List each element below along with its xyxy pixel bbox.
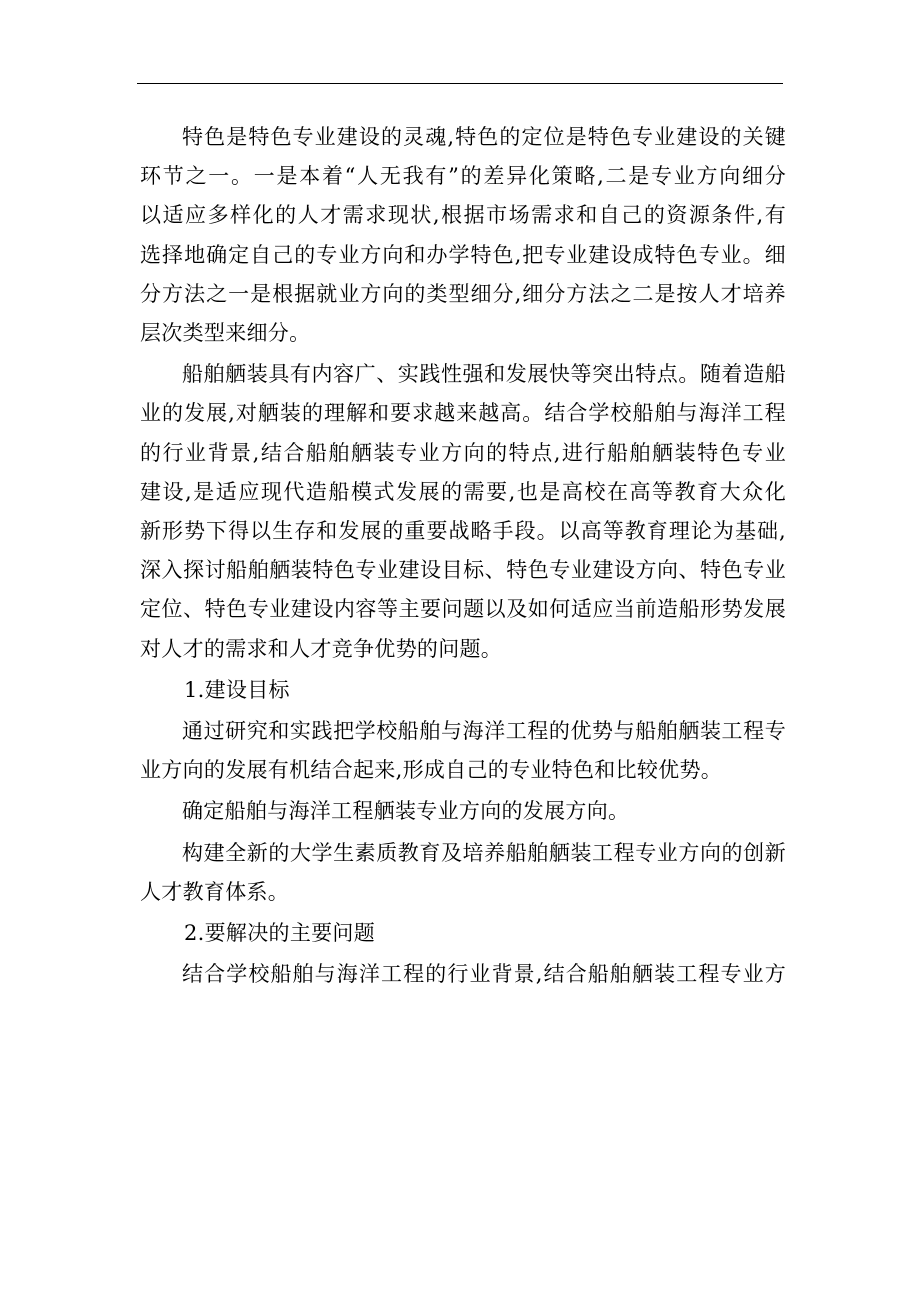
text-line: 业方向的发展有机结合起来,形成自己的专业特色和比较优势。 xyxy=(140,758,723,783)
text-line: 构建全新的大学生素质教育及培养船舶舾装工程专业方向的创新 xyxy=(182,840,786,865)
text-line: 分方法之一是根据就业方向的类型细分,细分方法之二是按人才培养 xyxy=(140,281,786,306)
text-line: 通过研究和实践把学校船舶与海洋工程的优势与船舶舾装工程专 xyxy=(182,719,786,744)
text-line: 以适应多样化的人才需求现状,根据市场需求和自己的资源条件,有 xyxy=(140,203,786,228)
text-line: 深入探讨船舶舾装特色专业建设目标、特色专业建设方向、特色专业 xyxy=(140,558,786,583)
text-line: 结合学校船舶与海洋工程的行业背景,结合船舶舾装工程专业方 xyxy=(182,962,786,987)
section-heading-problems: 2.要解决的主要问题 xyxy=(184,921,376,946)
text-line: 选择地确定自己的专业方向和办学特色,把专业建设成特色专业。细 xyxy=(140,242,786,267)
paragraph-goal-1 xyxy=(140,712,786,790)
text-line: 特色是特色专业建设的灵魂,特色的定位是特色专业建设的关键 xyxy=(182,125,786,149)
text-line: 的行业背景,结合船舶舾装专业方向的特点,进行船舶舾装特色专业 xyxy=(140,440,786,465)
text-line: 船舶舾装具有内容广、实践性强和发展快等突出特点。随着造船 xyxy=(182,362,786,387)
text-line: 新形势下得以生存和发展的重要战略手段。以高等教育理论为基础, xyxy=(140,519,786,544)
text-line: 对人才的需求和人才竞争优势的问题。 xyxy=(140,636,503,661)
document-body xyxy=(140,118,786,994)
text-line: 环节之一。一是本着“人无我有”的差异化策略,二是专业方向细分 xyxy=(140,164,786,189)
text-line: 定位、特色专业建设内容等主要问题以及如何适应当前造船形势发展 xyxy=(140,597,786,622)
paragraph-problems-1 xyxy=(140,955,786,994)
text-line: 层次类型来细分。 xyxy=(140,321,311,346)
header-rule xyxy=(137,83,783,84)
paragraph-intro xyxy=(140,118,786,353)
text-line: 业的发展,对舾装的理解和要求越来越高。结合学校船舶与海洋工程 xyxy=(140,401,786,426)
text-line: 确定船舶与海洋工程舾装专业方向的发展方向。 xyxy=(182,799,630,824)
paragraph-goal-3 xyxy=(140,834,786,912)
section-heading-goals: 1.建设目标 xyxy=(184,677,290,702)
paragraph-outfitting xyxy=(140,355,786,669)
text-line: 人才教育体系。 xyxy=(140,879,290,904)
paragraph-goal-2 xyxy=(140,792,786,831)
text-line: 建设,是适应现代造船模式发展的需要,也是高校在高等教育大众化 xyxy=(140,479,786,504)
